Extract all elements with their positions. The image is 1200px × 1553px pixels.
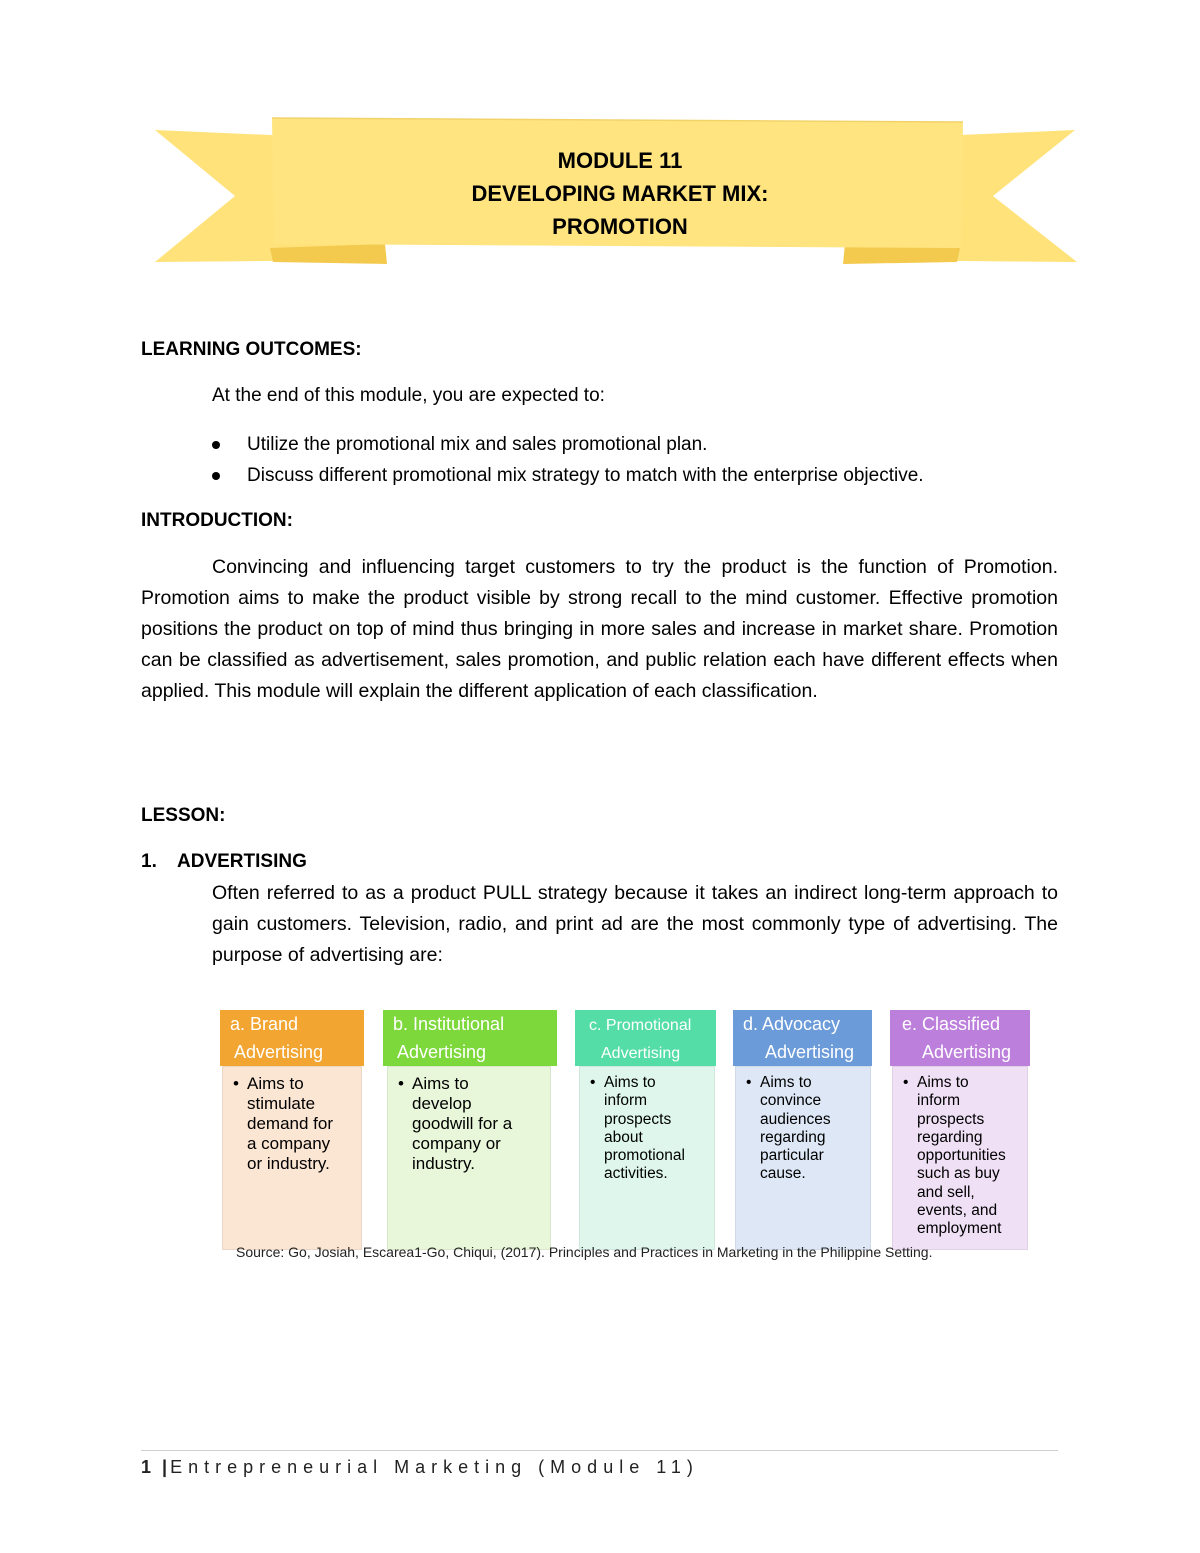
learning-outcomes-intro: At the end of this module, you are expected to:: [212, 385, 605, 406]
introduction-paragraph: Convincing and influencing target customers to try the product is the function of Promotion. Promotion aims to make the product visible by strong recall to the mind customer. Effective promotion positions the product on top of mind thus bringing in more sales and increase in market share. Promotion can be classified as advertisement, sales promotion, and public relation each have different effects when applied. This module will explain the different application of each classification.: [141, 556, 1058, 702]
page-footer: [141, 1457, 699, 1478]
card-body: • Aims to stimulate demand for a company or industry.: [222, 1066, 362, 1250]
bullet-icon: [212, 441, 220, 449]
banner-title: [410, 144, 830, 243]
lesson-heading: LESSON:: [141, 805, 226, 826]
list-item: Discuss different promotional mix strategy to match with the enterprise objective.: [212, 460, 924, 491]
card-header: e. Classified Advertising: [890, 1010, 1030, 1066]
footer-title: Entrepreneurial Marketing (Module 11): [170, 1457, 699, 1477]
card-header: c. Promotional Advertising: [575, 1010, 716, 1066]
card-header: b. Institutional Advertising: [383, 1010, 557, 1066]
card-body: • Aims to develop goodwill for a company or industry.: [387, 1066, 551, 1250]
footer-divider: [141, 1450, 1058, 1451]
list-item: Utilize the promotional mix and sales promotional plan.: [212, 429, 924, 460]
bullet-icon: •: [590, 1074, 596, 1091]
learning-outcomes-list: [212, 429, 924, 491]
banner-line-2: DEVELOPING MARKET MIX:: [471, 181, 769, 206]
advertising-paragraph: Often referred to as a product PULL strategy because it takes an indirect long-term approach to gain customers. Television, radio, and print ad are the most commonly type of advertising. The purpose of advertising are:: [212, 882, 1058, 966]
card-body: • Aims to convince audiences regarding particular cause.: [735, 1066, 871, 1250]
card-header: d. Advocacy Advertising: [733, 1010, 872, 1066]
banner-line-1: MODULE 11: [557, 148, 683, 173]
introduction-heading: INTRODUCTION:: [141, 510, 293, 531]
banner-line-3: PROMOTION: [552, 214, 688, 239]
card-header: a. Brand Advertising: [220, 1010, 364, 1066]
learning-outcomes-heading: LEARNING OUTCOMES:: [141, 339, 362, 360]
section-title: ADVERTISING: [177, 851, 307, 872]
card-body: • Aims to inform prospects about promotional activities.: [579, 1066, 715, 1250]
bullet-icon: •: [398, 1074, 404, 1093]
section-number: 1.: [141, 851, 157, 872]
bullet-icon: [212, 472, 220, 480]
footer-separator: |: [162, 1457, 168, 1477]
source-citation: Source: Go, Josiah, Escarea1-Go, Chiqui, (2017). Principles and Practices in Marketing in the Philippine Setting.: [236, 1244, 933, 1260]
bullet-icon: •: [746, 1074, 752, 1091]
bullet-icon: •: [903, 1074, 909, 1091]
bullet-icon: •: [233, 1074, 239, 1093]
module-title-banner: [155, 112, 1080, 267]
card-body: • Aims to inform prospects regarding opportunities such as buy and sell, events, and employment: [892, 1066, 1028, 1250]
page-number: 1: [141, 1457, 152, 1477]
